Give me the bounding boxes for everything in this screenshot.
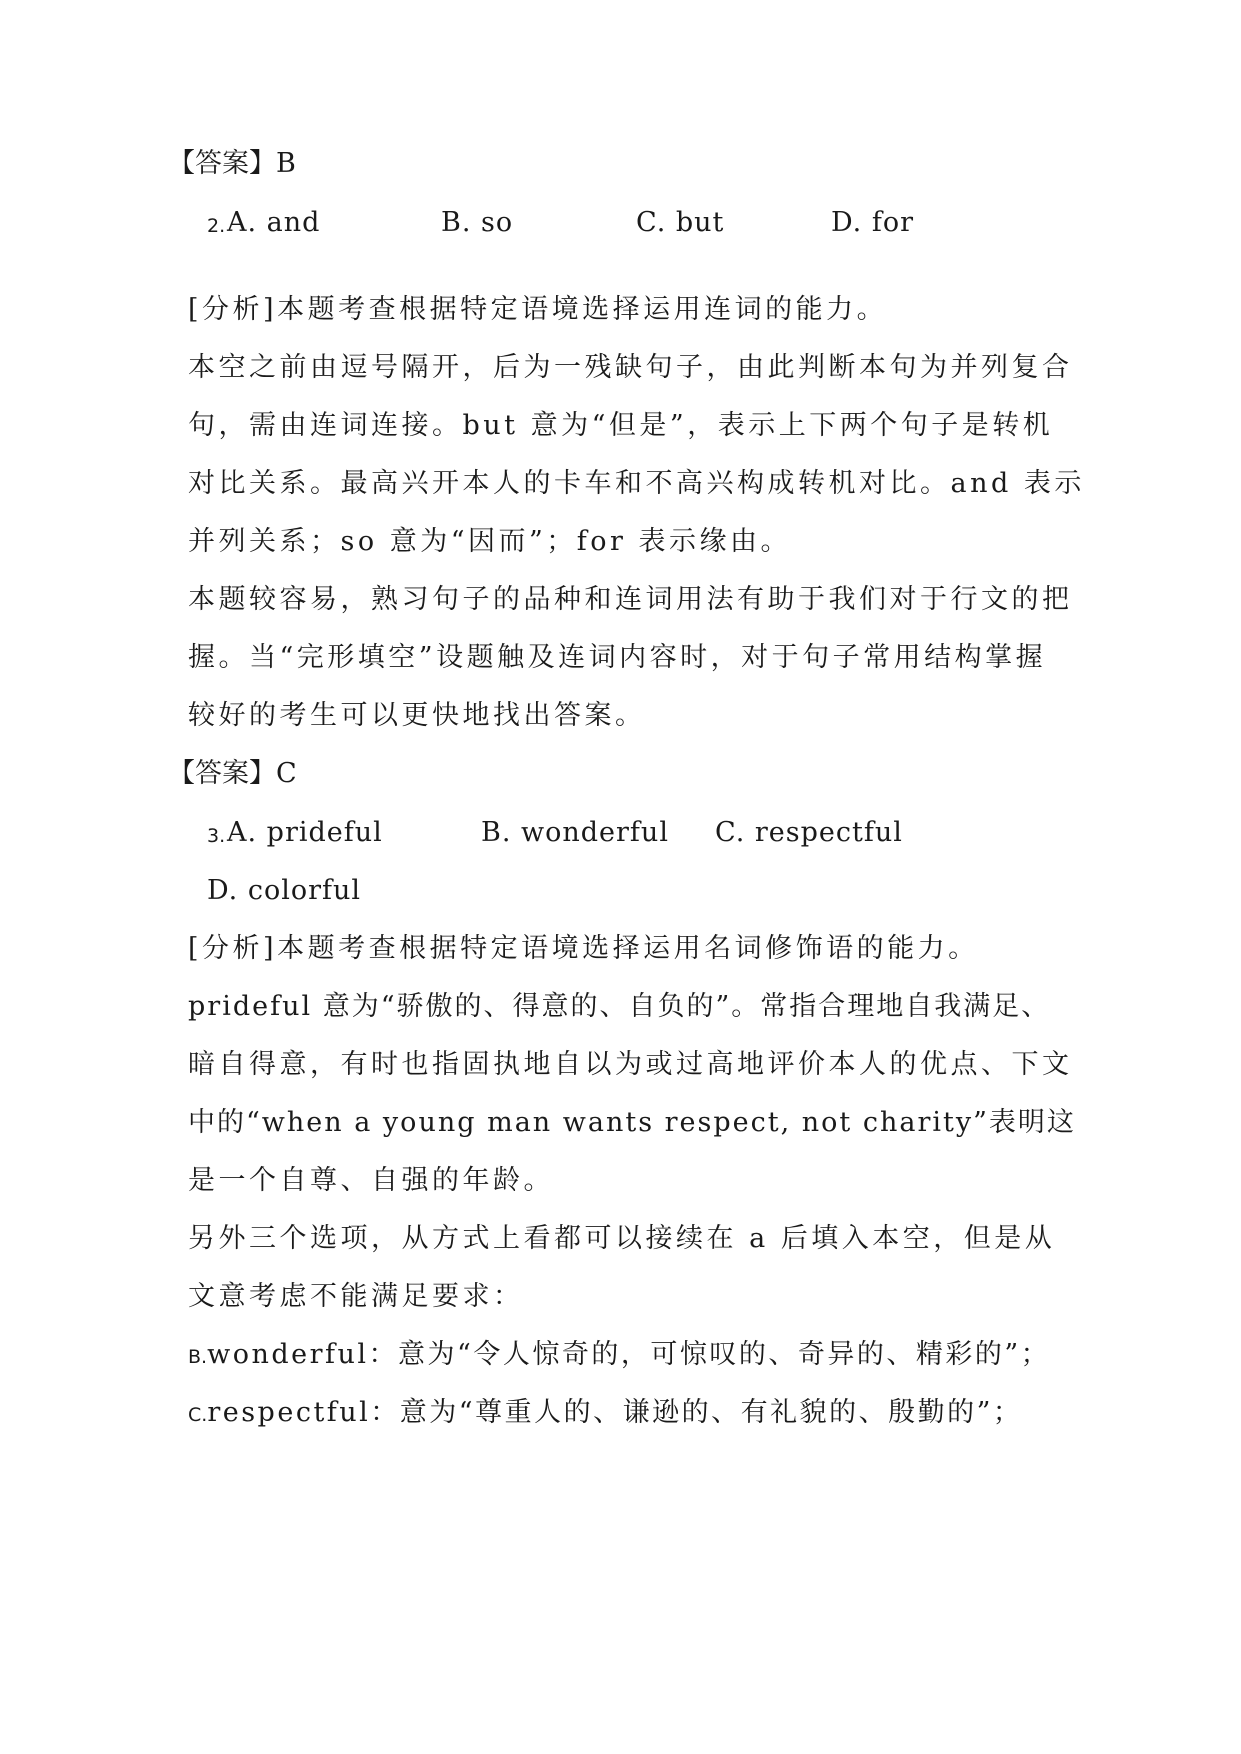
analysis-line: prideful 意为“骄傲的、得意的、自负的”。常指合理地自我满足、	[188, 991, 1051, 1022]
analysis-line: 本空之前由逗号隔开，后为一残缺句子，由此判断本句为并列复合	[188, 352, 1073, 383]
option-b: B. wonderful	[481, 817, 669, 848]
option-c: C. but	[636, 207, 725, 238]
answer-line-1	[168, 144, 299, 184]
option-a: A. prideful	[227, 817, 383, 848]
analysis-line: 中的“when a young man wants respect, not charity”表明这	[188, 1107, 1076, 1138]
analysis-heading: [分析]本题考查根据特定语境选择运用连词的能力。	[188, 294, 888, 325]
note-line: 较好的考生可以更快地找出答案。	[188, 700, 646, 731]
answer-label: 【答案】	[168, 758, 276, 789]
analysis-line: 并列关系；so 意为“因而”；for 表示缘由。	[188, 526, 792, 557]
option-a: A. and	[227, 207, 321, 238]
analysis-heading: [分析]本题考查根据特定语境选择运用名词修饰语的能力。	[188, 933, 979, 964]
analysis-line: 暗自得意，有时也指固执地自以为或过高地评价本人的优点、下文	[188, 1049, 1073, 1080]
option-explanation-text: wonderful：意为“令人惊奇的，可惊叹的、奇异的、精彩的”；	[207, 1339, 1051, 1370]
analysis-line: 句，需由连词连接。but 意为“但是”，表示上下两个句子是转机	[188, 410, 1054, 441]
option-c: C. respectful	[715, 817, 903, 848]
analysis-line: 对比关系。最高兴开本人的卡车和不高兴构成转机对比。and 表示	[188, 468, 1085, 499]
option-letter: B.	[188, 1346, 208, 1368]
note-line: 本题较容易，熟习句子的品种和连词用法有助于我们对于行文的把	[188, 584, 1073, 615]
option-d: D. colorful	[207, 875, 362, 906]
option-explanation-c	[188, 1393, 1022, 1435]
note-line: 握。当“完形填空”设题触及连词内容时，对于句子常用结构掌握	[188, 642, 1047, 673]
analysis-line: 是一个自尊、自强的年龄。	[188, 1165, 554, 1196]
analysis-line: 文意考虑不能满足要求：	[188, 1281, 524, 1312]
option-explanation-b	[188, 1335, 1050, 1377]
answer-value: B	[276, 148, 300, 179]
question-number: 3.	[207, 825, 226, 847]
option-d: D. for	[831, 207, 915, 238]
option-letter: C.	[188, 1404, 208, 1426]
option-explanation-text: respectful：意为“尊重人的、谦逊的、有礼貌的、殷勤的”；	[207, 1397, 1023, 1428]
answer-line-2	[168, 754, 300, 794]
option-b: B. so	[441, 207, 514, 238]
answer-label: 【答案】	[168, 148, 276, 179]
answer-value: C	[276, 758, 301, 789]
analysis-line: 另外三个选项，从方式上看都可以接续在 a 后填入本空，但是从	[188, 1223, 1056, 1254]
question-number: 2.	[207, 215, 226, 237]
